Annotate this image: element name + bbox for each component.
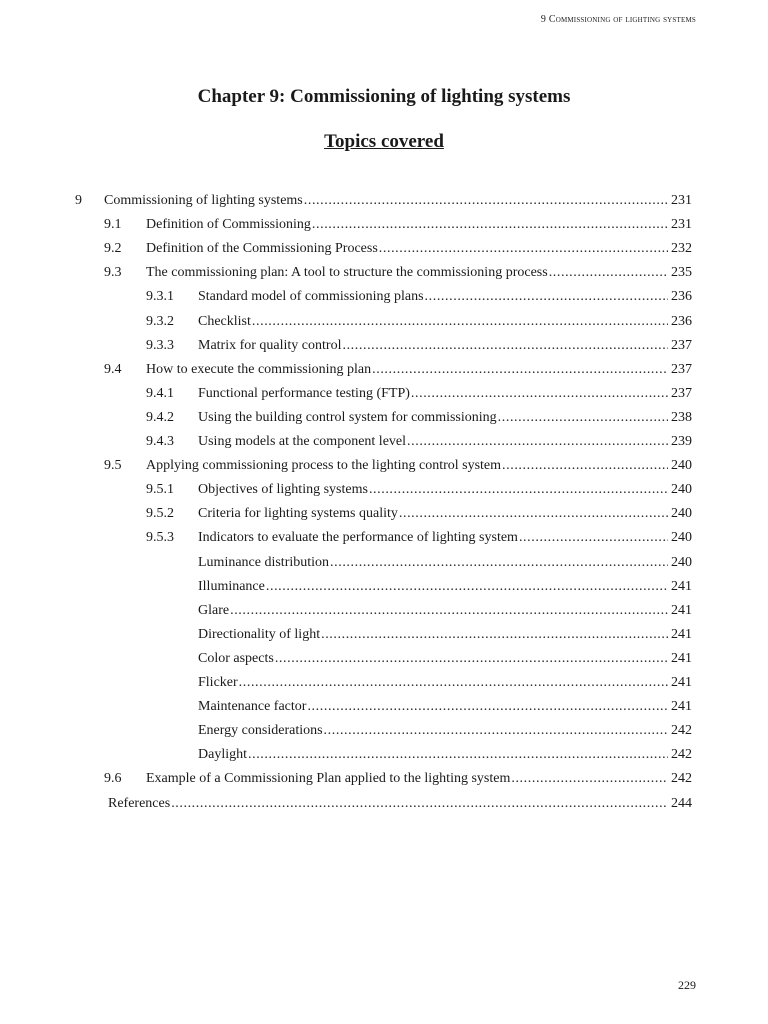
toc-entry-page: 241 <box>671 602 692 618</box>
toc-entry-title: Directionality of light <box>198 626 321 642</box>
toc-entry-title: Luminance distribution <box>198 554 330 570</box>
toc-entry-line <box>198 286 692 308</box>
dot-leader <box>369 479 668 501</box>
toc-entry[interactable] <box>0 431 768 453</box>
toc-entry[interactable] <box>0 455 768 477</box>
toc-entry-title: Standard model of commissioning plans <box>198 289 424 305</box>
dot-leader <box>425 286 668 308</box>
toc-entry-number: 9.5.1 <box>146 482 174 498</box>
toc-entry-line <box>198 311 692 333</box>
toc-entry[interactable] <box>0 407 768 429</box>
toc-entry-line <box>146 768 692 790</box>
toc-entry[interactable] <box>0 286 768 308</box>
toc-entry-title: Criteria for lighting systems quality <box>198 506 398 522</box>
toc-entry-number: 9.5.3 <box>146 530 174 546</box>
toc-entry-title: The commissioning plan: A tool to structure the commissioning process <box>146 265 548 281</box>
toc-entry[interactable] <box>0 672 768 694</box>
dot-leader <box>549 262 668 284</box>
toc-entry-number: 9.4 <box>104 361 122 377</box>
toc-entry-title: Matrix for quality control <box>198 337 342 353</box>
toc-entry-title: Checklist <box>198 313 251 329</box>
toc-entry-line <box>146 262 692 284</box>
toc-entry[interactable] <box>0 527 768 549</box>
toc-entry-line <box>198 503 692 525</box>
toc-entry-line <box>198 479 692 501</box>
toc-entry-title: Example of a Commissioning Plan applied to the lighting system <box>146 771 511 787</box>
toc-entry-number: 9.4.2 <box>146 409 174 425</box>
toc-entry-line <box>198 600 692 622</box>
toc-entry-page: 238 <box>671 409 692 425</box>
toc-entry-line <box>198 648 692 670</box>
toc-entry-title: References <box>108 795 171 811</box>
dot-leader <box>342 335 668 357</box>
toc-entry-title: Using the building control system for commissioning <box>198 409 497 425</box>
dot-leader <box>502 455 668 477</box>
toc-entry-title: Flicker <box>198 675 238 690</box>
toc-entry[interactable] <box>0 214 768 236</box>
dot-leader <box>330 552 668 574</box>
dot-leader <box>171 793 668 815</box>
toc-entry[interactable] <box>0 238 768 260</box>
toc-entry-title: Indicators to evaluate the performance of lighting system <box>198 530 518 546</box>
toc-entry-number: 9.3.1 <box>146 289 174 305</box>
toc-entry[interactable] <box>0 600 768 622</box>
toc-entry-number: 9.1 <box>104 217 122 233</box>
dot-leader <box>324 720 668 742</box>
toc-entry-title: Functional performance testing (FTP) <box>198 385 410 401</box>
toc-entry-line <box>198 720 692 742</box>
toc-entry-page: 240 <box>671 506 692 522</box>
toc-entry[interactable] <box>0 311 768 333</box>
toc-entry-title: Commissioning of lighting systems <box>104 193 303 208</box>
toc-entry-page: 236 <box>671 289 692 305</box>
toc-entry-line <box>108 793 692 815</box>
toc-entry-line <box>146 359 692 381</box>
toc-entry-title: Glare <box>198 602 230 618</box>
toc-entry-line <box>198 696 692 718</box>
toc-entry-line <box>198 744 692 766</box>
toc-entry-title: Applying commissioning process to the lighting control system <box>146 458 502 474</box>
toc-entry-line <box>198 407 692 429</box>
dot-leader <box>519 527 668 549</box>
dot-leader <box>407 431 668 453</box>
toc-entry-page: 235 <box>671 265 692 281</box>
dot-leader <box>304 190 668 212</box>
dot-leader <box>511 768 668 790</box>
toc-entry-title: Energy considerations <box>198 723 323 739</box>
toc-entry-title: Objectives of lighting systems <box>198 482 368 498</box>
toc-entry[interactable] <box>0 720 768 742</box>
toc-entry-line <box>198 527 692 549</box>
toc-entry-page: 241 <box>671 578 692 594</box>
toc-entry-page: 244 <box>671 795 692 811</box>
toc-entry[interactable] <box>0 262 768 284</box>
toc-entry-number: 9.3.3 <box>146 337 174 353</box>
toc-entry-title: Using models at the component level <box>198 434 407 449</box>
toc-entry-line <box>198 335 692 357</box>
toc-entry-page: 241 <box>671 650 692 666</box>
dot-leader <box>399 503 668 525</box>
toc-entry[interactable] <box>0 552 768 574</box>
toc-entry[interactable] <box>0 479 768 501</box>
dot-leader <box>411 383 668 405</box>
toc-entry[interactable] <box>0 696 768 718</box>
toc-entry-page: 240 <box>671 482 692 498</box>
dot-leader <box>379 238 668 260</box>
toc-entry-page: 236 <box>671 313 692 329</box>
toc-entry-page: 240 <box>671 458 692 474</box>
toc-entry-page: 242 <box>671 747 692 763</box>
toc-entry-line <box>198 672 692 694</box>
toc-entry-line <box>146 214 692 236</box>
toc-entry-line <box>198 552 692 574</box>
toc-entry-title: Daylight <box>198 747 247 763</box>
toc-entry-page: 242 <box>671 723 692 739</box>
toc-entry[interactable] <box>0 624 768 646</box>
toc-entry[interactable] <box>0 335 768 357</box>
toc-entry-number: 9.6 <box>104 771 122 787</box>
dot-leader <box>239 672 668 694</box>
toc-entry-line <box>146 238 692 260</box>
toc-entry-page: 240 <box>671 530 692 546</box>
toc-entry-title: Definition of the Commissioning Process <box>146 241 378 257</box>
toc-entry-line <box>198 431 692 453</box>
toc-entry-title: How to execute the commissioning plan <box>146 361 372 377</box>
toc-entry-title: Maintenance factor <box>198 699 307 715</box>
dot-leader <box>266 576 668 598</box>
running-header: 9 Commissioning of lighting systems <box>540 14 696 25</box>
toc-entry[interactable] <box>0 359 768 381</box>
toc-entry[interactable] <box>0 793 768 815</box>
topics-covered-heading: Topics covered <box>324 131 444 152</box>
toc-entry-page: 239 <box>671 434 692 449</box>
dot-leader <box>498 407 668 429</box>
toc-entry-page: 241 <box>671 699 692 715</box>
toc-entry[interactable] <box>0 383 768 405</box>
toc-entry-line <box>198 383 692 405</box>
dot-leader <box>307 696 668 718</box>
toc-entry-line <box>198 624 692 646</box>
toc-entry-line <box>198 576 692 598</box>
dot-leader <box>230 600 668 622</box>
toc-entry-line <box>104 190 692 212</box>
toc-entry-page: 240 <box>671 554 692 570</box>
chapter-title: Chapter 9: Commissioning of lighting systems <box>197 86 571 107</box>
dot-leader <box>252 311 668 333</box>
toc-entry[interactable] <box>0 768 768 790</box>
toc-entry-page: 231 <box>671 217 692 233</box>
dot-leader <box>321 624 668 646</box>
dot-leader <box>372 359 668 381</box>
dot-leader <box>275 648 668 670</box>
toc-entry-number: 9.3.2 <box>146 313 174 329</box>
toc-entry[interactable] <box>0 503 768 525</box>
toc-entry-page: 241 <box>671 626 692 642</box>
toc-entry-title: Definition of Commissioning <box>146 217 311 233</box>
toc-entry-page: 231 <box>671 193 692 208</box>
toc-entry-number: 9.5.2 <box>146 506 174 522</box>
toc-entry[interactable] <box>0 648 768 670</box>
toc-entry[interactable] <box>0 744 768 766</box>
toc-entry-page: 237 <box>671 361 692 377</box>
toc-entry-number: 9.4.3 <box>146 434 174 449</box>
toc-entry-page: 241 <box>671 675 692 690</box>
toc-entry[interactable] <box>0 190 768 212</box>
toc-entry-page: 232 <box>671 241 692 257</box>
toc-entry-title: Color aspects <box>198 650 274 666</box>
toc-entry[interactable] <box>0 576 768 598</box>
dot-leader <box>312 214 668 236</box>
toc-entry-page: 237 <box>671 385 692 401</box>
toc-entry-number: 9.5 <box>104 458 122 474</box>
toc-entry-number: 9 <box>75 193 82 208</box>
dot-leader <box>248 744 668 766</box>
toc-entry-number: 9.3 <box>104 265 122 281</box>
toc-entry-number: 9.4.1 <box>146 385 174 401</box>
toc-entry-page: 242 <box>671 771 692 787</box>
page-number: 229 <box>678 978 696 992</box>
toc-entry-page: 237 <box>671 337 692 353</box>
toc-entry-title: Illuminance <box>198 578 265 594</box>
toc-entry-line <box>146 455 692 477</box>
toc-entry-number: 9.2 <box>104 241 122 257</box>
